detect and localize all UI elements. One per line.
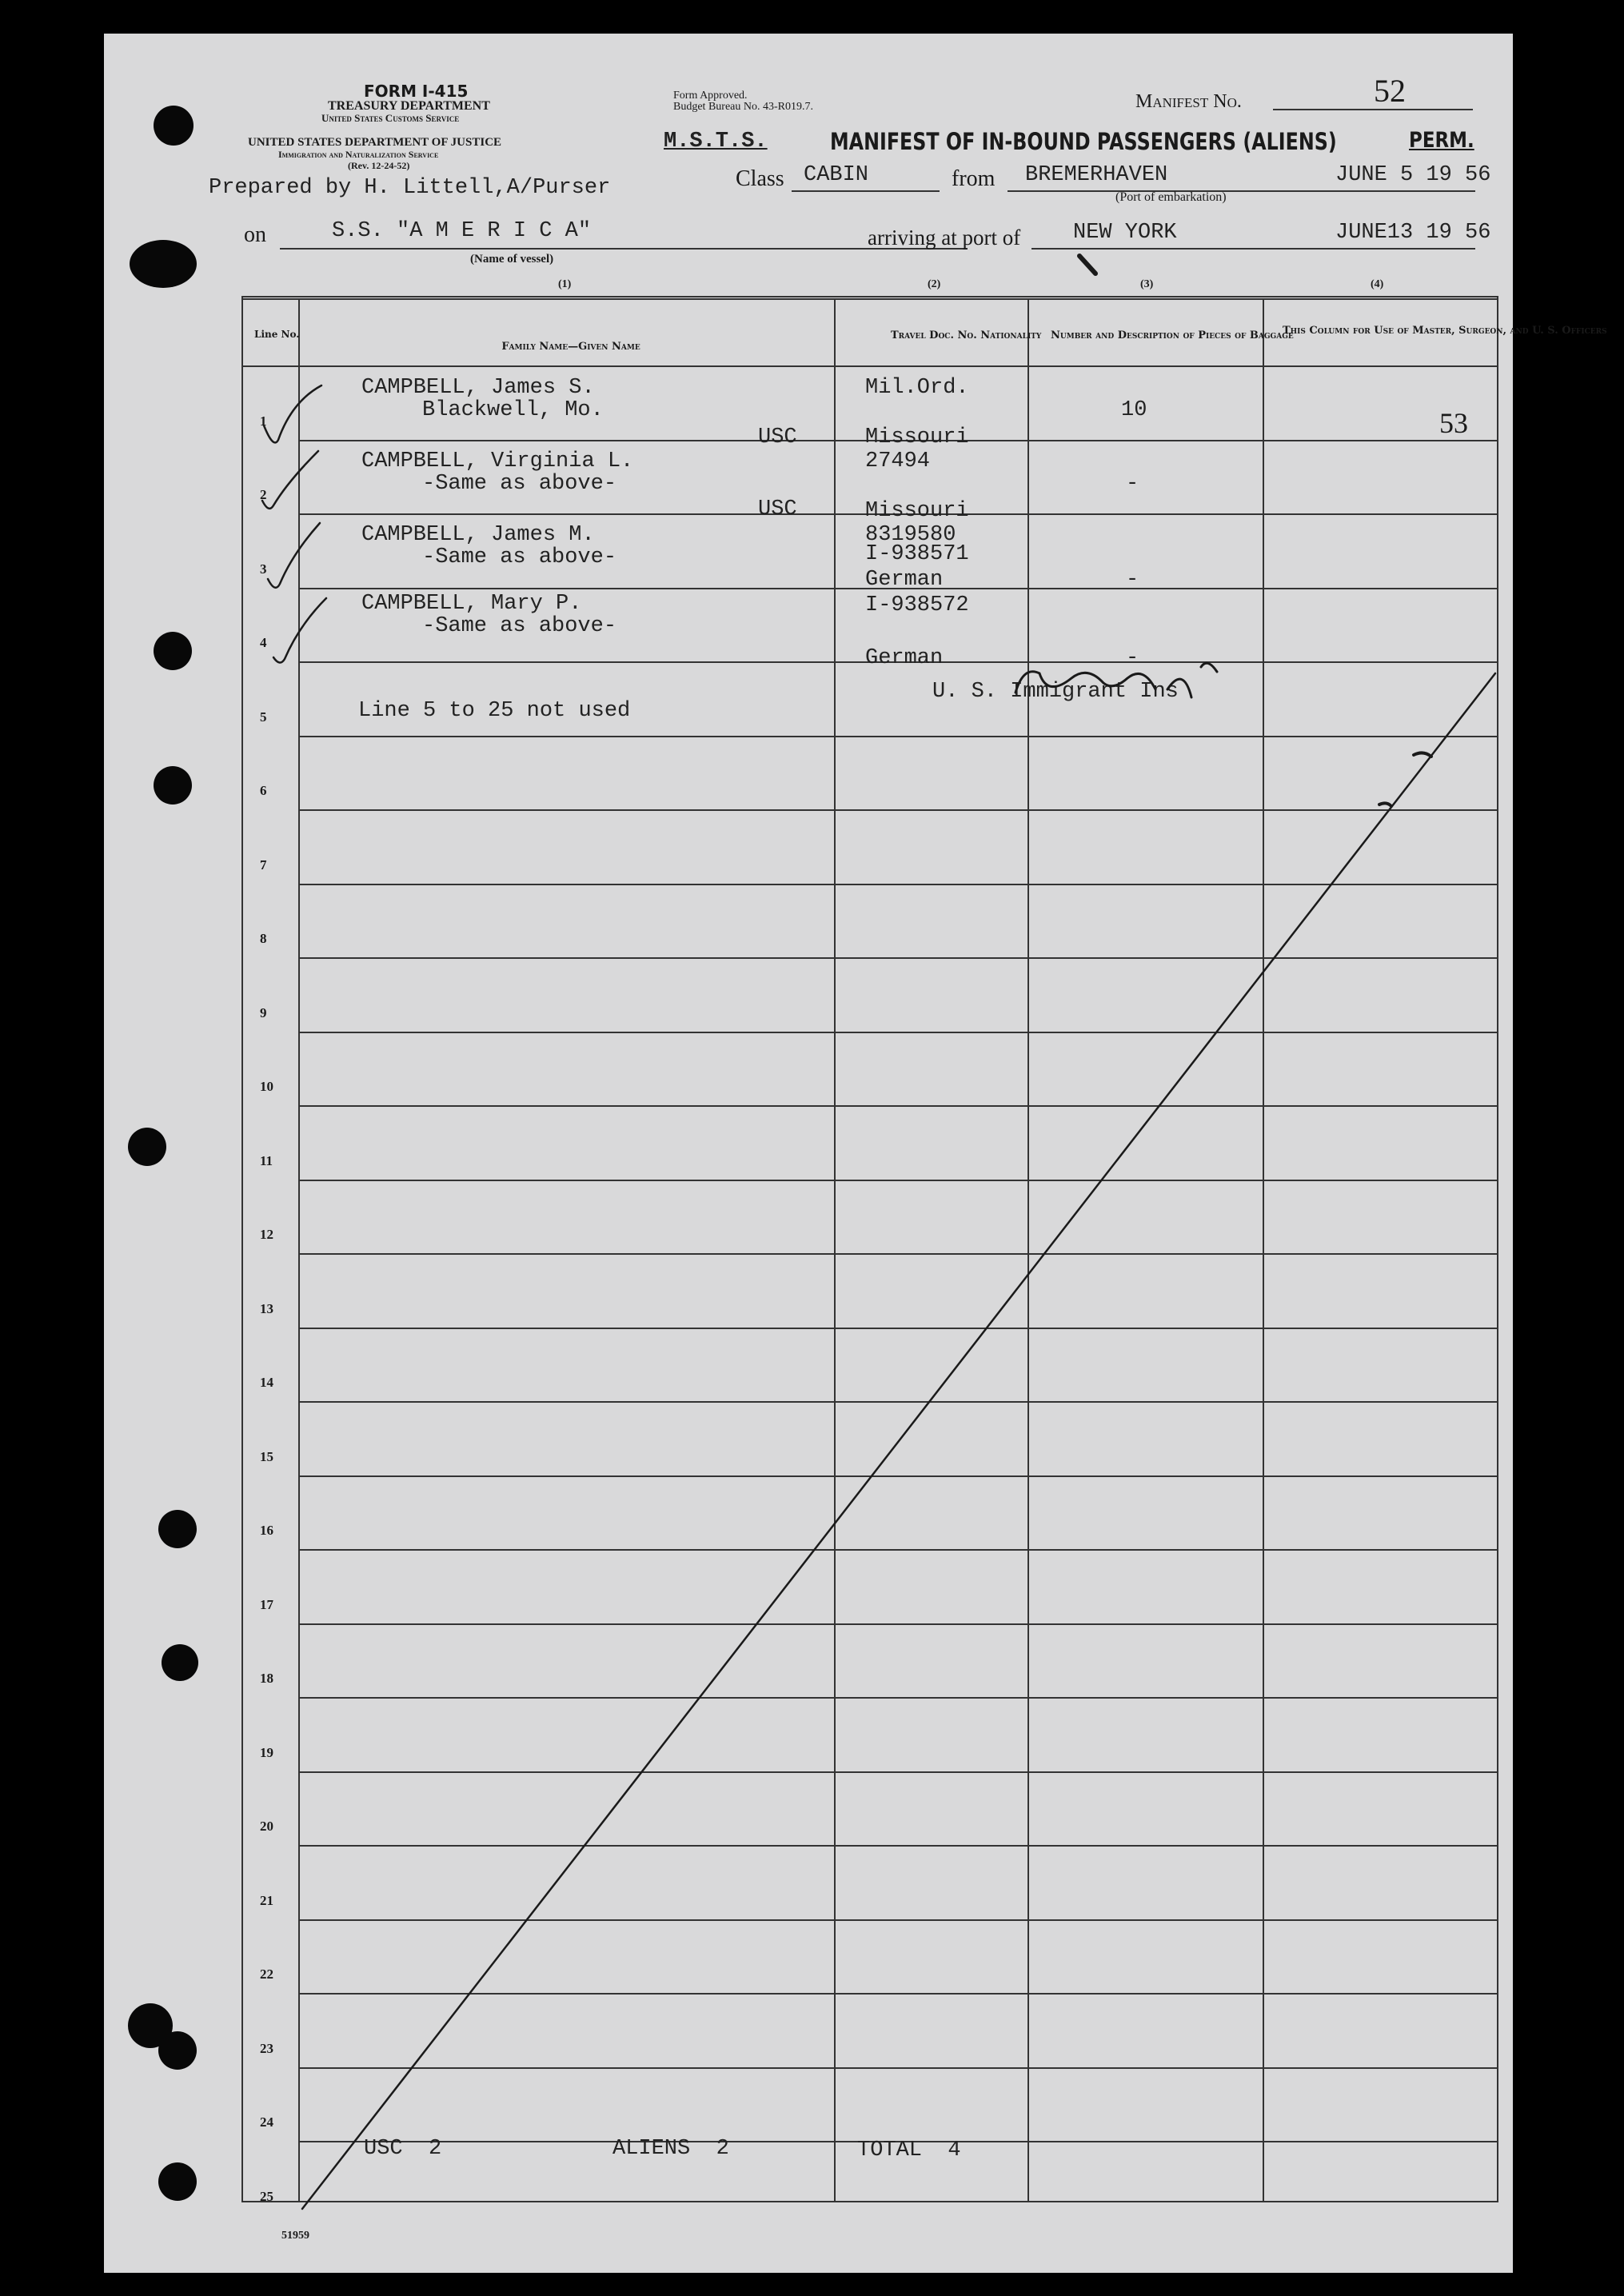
line-number: 21 [260,1893,273,1908]
entry-name: CAMPBELL, Virginia L. [361,449,634,473]
entry-name: CAMPBELL, James M. [361,523,595,547]
line-number: 16 [260,1523,273,1538]
line-number: 1 [260,413,267,429]
punch-hole [154,106,194,146]
line-number: 24 [260,2114,273,2130]
manifest-page [104,34,1607,2273]
manifest-no-label: Manifest No. [1135,91,1242,112]
punch-hole [158,2031,197,2070]
not-used-note: Line 5 to 25 not used [358,699,631,723]
ins-label: Immigration and Naturalization Service [278,149,439,160]
line-number: 17 [260,1597,273,1612]
line-number: 13 [260,1301,273,1316]
line-number: 10 [260,1079,273,1094]
entry-name-2: -Same as above- [422,614,617,638]
class-value: CABIN [804,163,869,187]
inspector-note: U. S. Immigrant Ins [932,680,1179,704]
col-num-2: (2) [928,278,941,290]
line-number: 12 [260,1227,273,1242]
col-num-4: (4) [1371,278,1384,290]
arriving-label: arriving at port of [868,226,1021,250]
from-label: from [952,166,996,191]
entry-nationality: Missouri [865,425,969,449]
punch-hole [154,632,192,670]
total-aliens: ALIENS 2 [612,2137,729,2161]
date-underline [1335,190,1475,192]
punch-hole [162,1644,198,1681]
entry-baggage: - [1126,472,1139,496]
line-number: 14 [260,1375,273,1390]
footer-code: 51959 [281,2230,309,2242]
form-approved: Form Approved. [673,90,748,102]
manifest-title: MANIFEST OF IN-BOUND PASSENGERS (ALIENS) [830,128,1337,155]
arrival-date: JUNE13 19 56 [1335,221,1491,245]
header-travel-doc: Travel Doc. No. Nationality [891,329,1042,341]
arrival-underline [1031,248,1475,250]
msts-label: M.S.T.S. [664,130,768,154]
customs-label: United States Customs Service [321,112,460,124]
entry-name-2: -Same as above- [422,545,617,569]
col-num-3: (3) [1140,278,1154,290]
on-label: on [244,222,266,247]
punch-hole [154,766,192,805]
ink-mark [1079,256,1095,274]
punch-hole [158,2162,197,2201]
punch-hole [130,240,197,288]
entry-name: CAMPBELL, Mary P. [361,592,582,616]
departure-date: JUNE 5 19 56 [1335,163,1491,187]
line-number: 4 [260,635,267,650]
entry-baggage: - [1126,646,1139,670]
perm-label: PERM. [1409,128,1474,153]
line-number: 9 [260,1005,267,1020]
line-number: 19 [260,1745,273,1760]
arrival-port: NEW YORK [1073,221,1177,245]
manifest-no-value: 52 [1374,73,1406,109]
line-number: 22 [260,1967,273,1982]
budget-bureau: Budget Bureau No. 43-R019.7. [673,101,813,113]
entry-nationality: German [865,568,944,592]
vessel-underline [280,248,968,250]
header-line-no: Line No. [254,329,300,340]
total-usc: USC 2 [364,2137,442,2161]
line-number: 3 [260,561,267,577]
vessel-name: S.S. "A M E R I C A" [332,219,592,243]
line-number: 20 [260,1819,273,1834]
entry-doc: I-938572 [865,593,969,617]
line-number: 6 [260,783,267,798]
line-number: 7 [260,857,267,872]
entry-doc: 8319580 [865,523,956,547]
header-officers: This Column for Use of Master, Surgeon, and U. S. Officers [1283,325,1607,337]
line-number: 11 [260,1153,273,1168]
total-count: TOTAL 4 [857,2138,961,2162]
prepared-by: Prepared by H. Littell,A/Purser [209,176,611,200]
justice-label: UNITED STATES DEPARTMENT OF JUSTICE [248,136,502,149]
entry-officer: 53 [1439,407,1468,439]
entry-baggage: 10 [1121,398,1147,422]
line-number: 18 [260,1671,273,1686]
entry-doc-2: I-938571 [865,542,969,566]
class-underline [792,190,940,192]
entry-baggage: - [1126,568,1139,592]
line-number: 25 [260,2189,273,2204]
form-number: FORM I-415 [364,82,469,101]
punch-hole [158,1510,197,1548]
entry-doc: 27494 [865,449,931,473]
entry-name-2: Blackwell, Mo. [422,398,604,422]
line-number: 5 [260,709,267,725]
header-baggage: Number and Description of Pieces of Baggage [1051,329,1294,341]
entry-status: USC [758,497,797,521]
entry-name: CAMPBELL, James S. [361,376,595,400]
line-number: 8 [260,931,267,946]
entry-name-2: -Same as above- [422,472,617,496]
line-number: 2 [260,487,267,502]
entry-nationality: German [865,646,944,670]
port-caption: (Port of embarkation) [1115,190,1227,204]
rev-label: (Rev. 12-24-52) [348,160,410,171]
punch-hole [128,1128,166,1166]
line-number: 23 [260,2041,273,2056]
vessel-caption: (Name of vessel) [470,253,554,266]
entry-status: USC [758,425,797,449]
treasury-label: TREASURY DEPARTMENT [328,99,490,113]
header-name: Family Name—Given Name [501,341,640,353]
col-num-1: (1) [558,278,572,290]
entry-nationality: Missouri [865,499,969,523]
line-number: 15 [260,1449,273,1464]
class-label: Class [736,166,784,191]
manifest-no-underline [1273,109,1473,110]
entry-doc: Mil.Ord. [865,376,969,400]
from-value: BREMERHAVEN [1025,163,1168,187]
